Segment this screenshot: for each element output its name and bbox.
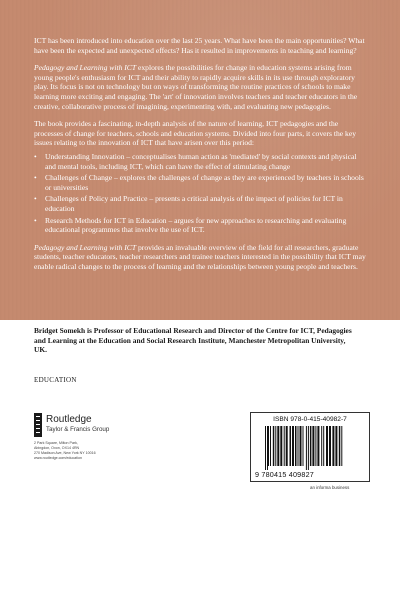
address-line: www.routledge.com/education bbox=[34, 456, 82, 460]
list-item bbox=[34, 194, 366, 213]
list-item-text: Challenges of Policy and Practice – presents a critical analysis of the impact of policies for ICT in education bbox=[45, 194, 343, 213]
bullet-icon: • bbox=[34, 151, 37, 161]
subject-category: EDUCATION bbox=[34, 376, 77, 384]
publisher-group: Taylor & Francis Group bbox=[46, 426, 110, 433]
publisher-logo bbox=[34, 413, 184, 437]
list-item-text: Research Methods for ICT in Education – argues for new approaches to researching and evaluating educational programmes that involve the use of ICT. bbox=[45, 215, 347, 235]
description-text: explores the possibilities for change in education systems arising from young people's enthusiasm for ICT and their ability to rapidly acquire skills in its use through exploratory play. Its focus is not on technology but on ways of transforming the routine practices of schools to make learning more exciting and engaging. The 'art' of innovation involves teachers and teacher educators in the creative, collaborative process of imagining, experimenting with, and evaluating new pedagogies. bbox=[34, 63, 358, 111]
cover-lower-panel bbox=[0, 320, 400, 600]
author-bio: Bridget Somekh is Professor of Educational Research and Director of the Centre for ICT, Pedagogies and Learning at the Education and Social Research Institute, Manchester Metropolitan University, UK. bbox=[34, 326, 352, 355]
bullet-icon: • bbox=[34, 194, 37, 204]
publisher-name: Routledge bbox=[46, 414, 92, 425]
isbn-barcode bbox=[250, 412, 370, 482]
bullet-icon: • bbox=[34, 215, 37, 225]
barcode-icon bbox=[263, 426, 359, 470]
overview-paragraph: The book provides a fascinating, in-depth analysis of the nature of learning, ICT pedagogies and the processes of change for teachers, schools and education systems. Divided into four parts, it covers the key issues relating to the innovation of ICT that have arisen over this period: bbox=[34, 119, 357, 148]
isbn-label: ISBN 978-0-415-40982-7 bbox=[273, 416, 347, 423]
list-item bbox=[34, 152, 366, 171]
routledge-icon bbox=[34, 413, 42, 437]
address-line: 270 Madison Ave, New York NY 10016 bbox=[34, 451, 96, 455]
address-line: 2 Park Square, Milton Park, bbox=[34, 441, 78, 445]
bullet-icon: • bbox=[34, 173, 37, 183]
description-paragraph bbox=[34, 63, 366, 111]
informa-tagline: an informa business bbox=[310, 485, 350, 490]
list-item bbox=[34, 173, 366, 192]
audience-paragraph bbox=[34, 243, 366, 272]
intro-paragraph: ICT has been introduced into education over the last 25 years. What have been the main opportunities? What have been the expected and unexpected effects? Has it resulted in improvements in teaching and learning? bbox=[34, 36, 365, 55]
parts-list bbox=[34, 152, 366, 235]
book-title-italic: Pedagogy and Learning with ICT bbox=[34, 242, 137, 252]
barcode-digits: 9 780415 409827 bbox=[255, 470, 314, 479]
list-item-text: Understanding Innovation – conceptualises human action as 'mediated' by social contexts and physical and mental tools, including ICT, which can have the effect of stimulating change bbox=[45, 151, 357, 171]
list-item-text: Challenges of Change – explores the challenges of change as they are experienced by teachers in schools or universities bbox=[45, 173, 364, 192]
publisher-address bbox=[34, 441, 184, 461]
audience-text: provides an invaluable overview of the field for all researchers, graduate students, teacher educators, teacher researchers and trainee teachers interested in the possibility that ICT may enable radical changes to the process of learning and the relationships between young people and teachers. bbox=[34, 242, 366, 271]
list-item bbox=[34, 216, 366, 235]
address-line: Abingdon, Oxon, OX14 4RN bbox=[34, 446, 80, 450]
book-title-italic: Pedagogy and Learning with ICT bbox=[34, 63, 137, 73]
